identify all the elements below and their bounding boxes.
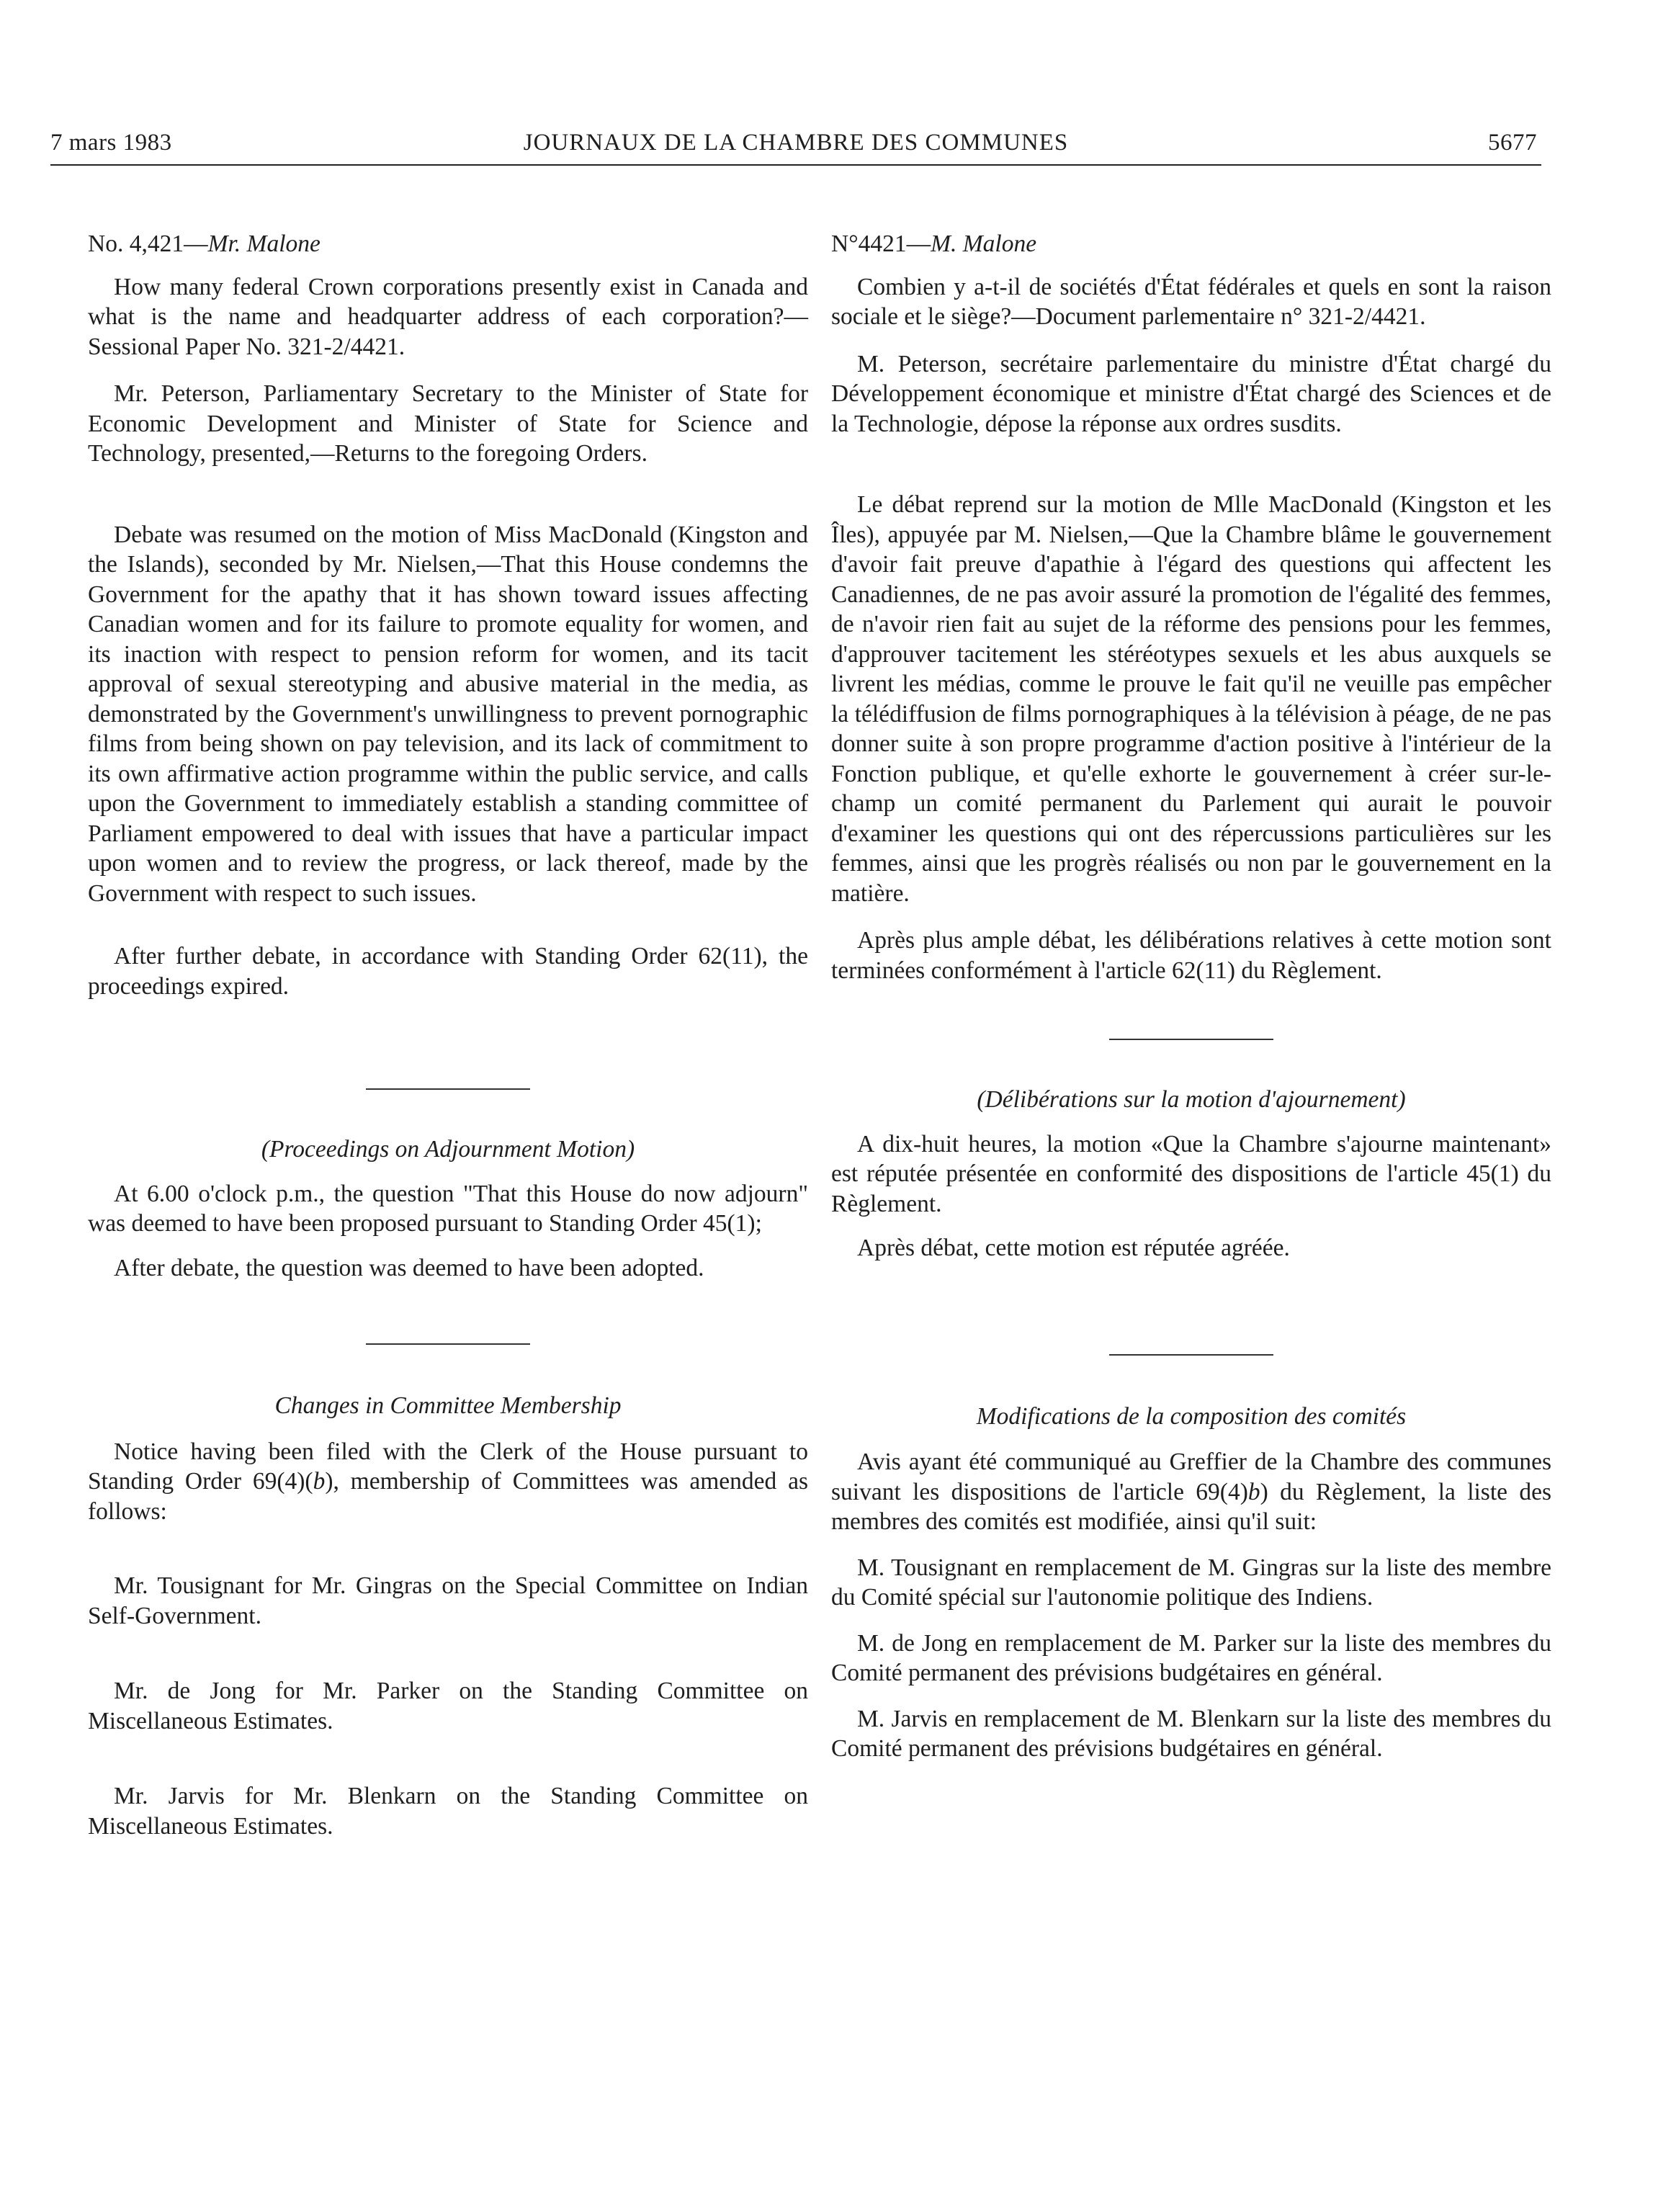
membership-change-3: Mr. Jarvis for Mr. Blenkarn on the Standing Committee on Miscellaneous Estimates. <box>88 1783 808 1840</box>
question-heading <box>831 229 1551 259</box>
notice-text-italic: b <box>1247 1478 1260 1505</box>
header-title: JOURNAUX DE LA CHAMBRE DES COMMUNES <box>523 130 1069 156</box>
header-date: 7 mars 1983 <box>50 130 172 156</box>
adjournment-text: At 6.00 o'clock p.m., the question "That this House do now adjourn" was deemed to have been proposed pursuant to Standing Order 45(1); <box>88 1180 808 1237</box>
question-member: Mr. Malone <box>207 230 321 257</box>
question-text: Combien y a-t-il de sociétés d'État fédérales et quels en sont la raison sociale et le siège?—Document parlementaire n° 321-2/4421. <box>831 273 1551 330</box>
english-column <box>88 229 808 1841</box>
section-divider <box>366 1088 530 1090</box>
further-debate-text: Après plus ample débat, les délibérations relatives à cette motion sont terminées conformément à l'article 62(11) du Règlement. <box>831 927 1551 984</box>
section-divider <box>1109 1354 1273 1356</box>
return-text: Mr. Peterson, Parliamentary Secretary to the Minister of State for Economic Development and Minister of State for Science and Technology, presented,—Returns to the foregoing Orders. <box>88 380 808 467</box>
notice-text-end: ) du Règlement, la liste des membres des comités est modifiée, ainsi qu'il suit: <box>831 1478 1551 1535</box>
committee-notice <box>831 1447 1551 1537</box>
further-debate-text: After further debate, in accordance with Standing Order 62(11), the proceedings expired. <box>88 943 808 1000</box>
notice-text-start: Notice having been filed with the Clerk of the House pursuant to Standing Order 69(4)( <box>88 1438 808 1495</box>
adjournment-heading: (Délibérations sur la motion d'ajournement) <box>977 1086 1406 1113</box>
notice-text-start: Avis ayant été communiqué au Greffier de la Chambre des communes suivant les dispositions de l'article 69(4) <box>831 1448 1551 1505</box>
question-number: N°4421— <box>831 230 931 257</box>
adjournment-result: After debate, the question was deemed to have been adopted. <box>114 1254 704 1281</box>
notice-text-end: ), membership of Committees was amended as follows: <box>88 1468 808 1525</box>
header-page-number: 5677 <box>1488 130 1537 156</box>
french-column <box>831 229 1551 1764</box>
notice-text-italic: b <box>313 1468 326 1495</box>
question-text: How many federal Crown corporations presently exist in Canada and what is the name and headquarter address of each corporation?—Sessional Paper No. 321-2/4421. <box>88 273 808 360</box>
membership-change-3: M. Jarvis en remplacement de M. Blenkarn sur la liste des membres du Comité permanent des prévisions budgétaires en général. <box>831 1705 1551 1762</box>
committee-notice <box>88 1437 808 1527</box>
membership-change-1: M. Tousignant en remplacement de M. Gingras sur la liste des membre du Comité spécial sur l'autonomie politique des Indiens. <box>831 1554 1551 1611</box>
page-header <box>50 124 1541 166</box>
question-heading <box>88 229 808 259</box>
section-divider <box>366 1343 530 1345</box>
adjournment-heading: (Proceedings on Adjournment Motion) <box>261 1136 635 1163</box>
membership-change-1: Mr. Tousignant for Mr. Gingras on the Special Committee on Indian Self-Government. <box>88 1572 808 1629</box>
committee-heading: Modifications de la composition des comités <box>976 1402 1407 1430</box>
section-divider <box>1109 1039 1273 1040</box>
membership-change-2: Mr. de Jong for Mr. Parker on the Standing Committee on Miscellaneous Estimates. <box>88 1678 808 1734</box>
adjournment-result: Après débat, cette motion est réputée agréée. <box>857 1235 1290 1261</box>
motion-text: Le débat reprend sur la motion de Mlle MacDonald (Kingston et les Îles), appuyée par M. Nielsen,—Que la Chambre blâme le gouvernement d'avoir fait preuve d'apathie à l'égard des questions qui affectent les Canadiennes, de ne pas avoir assuré la promotion de l'égalité des femmes, de n'avoir rien fait au sujet de la réforme des pensions pour les femmes, d'approuver tacitement les stéréotypes sexuels et les abus auxquels se livrent les médias, comme le prouve le fait qu'il ne veuille pas empêcher la télédiffusion de films pornographiques à la télévision à péage, de ne pas donner suite à son propre programme d'action positive à l'intérieur de la Fonction publique, et qu'elle exhorte le gouvernement à créer sur-le-champ un comité permanent du Parlement qui aurait le pouvoir d'examiner les questions qui ont des répercussions particulières sur les femmes, ainsi que les progrès réalisés ou non par le gouvernement en la matière. <box>831 491 1551 907</box>
question-member: M. Malone <box>931 230 1037 257</box>
committee-heading: Changes in Committee Membership <box>274 1392 622 1419</box>
membership-change-2: M. de Jong en remplacement de M. Parker sur la liste des membres du Comité permanent des prévisions budgétaires en général. <box>831 1629 1551 1686</box>
motion-text: Debate was resumed on the motion of Miss MacDonald (Kingston and the Islands), seconded by Mr. Nielsen,—That this House condemns the Government for the apathy that it has shown toward issues affecting Canadian women and for its failure to promote equality for women, and its inaction with respect to pension reform for women, and its tacit approval of sexual stereotyping and abusive material in the media, as demonstrated by the Government's unwillingness to prevent pornographic films from being shown on pay television, and its lack of commitment to its own affirmative action programme within the public service, and calls upon the Government to immediately establish a standing committee of Parliament empowered to deal with issues that have a particular impact upon women and to review the progress, or lack thereof, made by the Government with respect to such issues. <box>88 521 808 907</box>
question-number: No. 4,421— <box>88 230 208 257</box>
return-text: M. Peterson, secrétaire parlementaire du ministre d'État chargé du Développement économique et ministre d'État chargé des Sciences et de la Technologie, dépose la réponse aux ordres susdits. <box>831 350 1551 437</box>
adjournment-text: A dix-huit heures, la motion «Que la Chambre s'ajourne maintenant» est réputée présentée en conformité des dispositions de l'article 45(1) du Règlement. <box>831 1130 1551 1217</box>
